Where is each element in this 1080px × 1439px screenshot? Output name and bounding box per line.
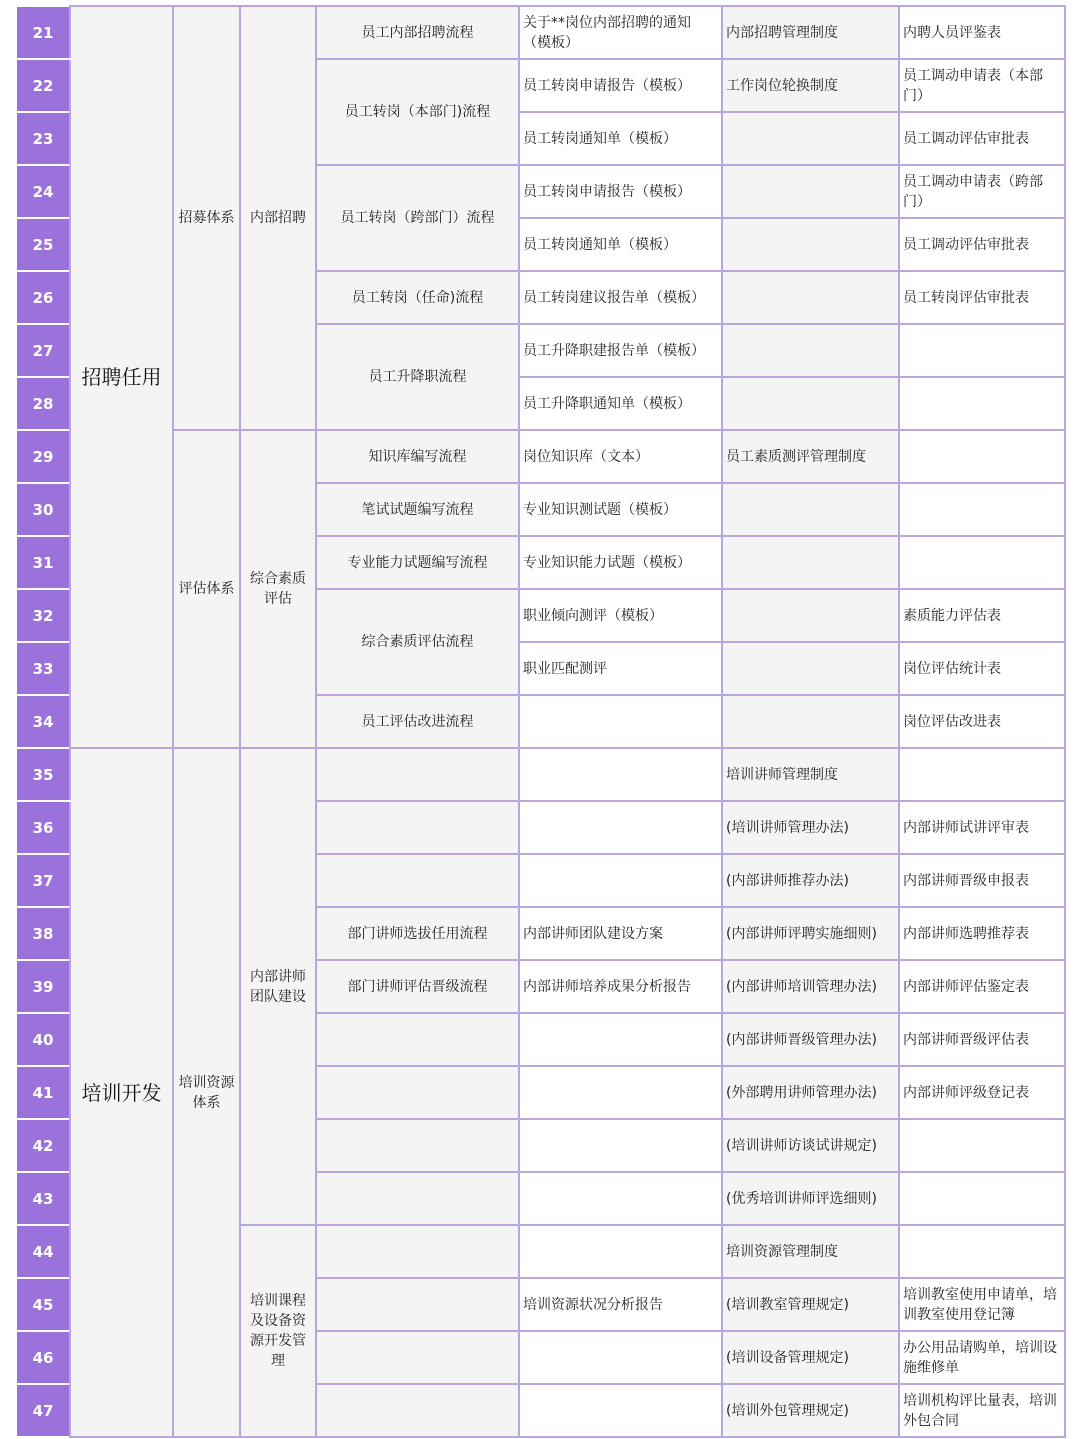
process-cell: [316, 748, 519, 801]
row-number: 38: [16, 907, 70, 960]
table-row: [16, 430, 1065, 483]
process-cell: 员工评估改进流程: [316, 695, 519, 748]
form-cell: [899, 430, 1065, 483]
row-number: 23: [16, 112, 70, 165]
regulation-cell: [722, 589, 899, 642]
regulation-cell: (外部聘用讲师管理办法): [722, 1066, 899, 1119]
row-number: 25: [16, 218, 70, 271]
category-cell: 培训开发: [70, 748, 173, 1437]
document-cell: [519, 1119, 722, 1172]
regulation-cell: 培训资源管理制度: [722, 1225, 899, 1278]
document-cell: [519, 1013, 722, 1066]
row-number: 39: [16, 960, 70, 1013]
module-cell: 综合素质评估: [240, 430, 316, 748]
process-cell: 员工升降职流程: [316, 324, 519, 430]
document-cell: [519, 854, 722, 907]
process-cell: [316, 1013, 519, 1066]
process-cell: 部门讲师评估晋级流程: [316, 960, 519, 1013]
document-cell: 专业知识测试题（模板）: [519, 483, 722, 536]
regulation-cell: (培训外包管理规定): [722, 1384, 899, 1437]
form-cell: 培训教室使用申请单，培训教室使用登记簿: [899, 1278, 1065, 1331]
document-cell: 员工转岗建议报告单（模板）: [519, 271, 722, 324]
row-number: 31: [16, 536, 70, 589]
process-cell: 员工转岗（任命)流程: [316, 271, 519, 324]
row-number: 44: [16, 1225, 70, 1278]
form-cell: 岗位评估改进表: [899, 695, 1065, 748]
row-number: 35: [16, 748, 70, 801]
form-cell: 内部讲师评级登记表: [899, 1066, 1065, 1119]
system-cell: 招募体系: [173, 6, 240, 430]
form-cell: 内部讲师评估鉴定表: [899, 960, 1065, 1013]
row-number: 42: [16, 1119, 70, 1172]
process-cell: 知识库编写流程: [316, 430, 519, 483]
form-cell: 内部讲师晋级申报表: [899, 854, 1065, 907]
regulation-cell: (内部讲师评聘实施细则): [722, 907, 899, 960]
row-number: 40: [16, 1013, 70, 1066]
regulation-cell: [722, 218, 899, 271]
row-number: 30: [16, 483, 70, 536]
document-cell: 员工升降职建报告单（模板）: [519, 324, 722, 377]
document-cell: 员工转岗通知单（模板）: [519, 112, 722, 165]
row-number: 21: [16, 6, 70, 59]
document-cell: [519, 1066, 722, 1119]
table-row: [16, 748, 1065, 801]
row-number: 26: [16, 271, 70, 324]
regulation-cell: [722, 377, 899, 430]
regulation-cell: 员工素质测评管理制度: [722, 430, 899, 483]
form-cell: [899, 324, 1065, 377]
document-cell: [519, 1384, 722, 1437]
row-number: 46: [16, 1331, 70, 1384]
form-cell: 素质能力评估表: [899, 589, 1065, 642]
regulation-cell: [722, 642, 899, 695]
process-cell: [316, 1119, 519, 1172]
process-cell: [316, 1278, 519, 1331]
form-cell: 岗位评估统计表: [899, 642, 1065, 695]
document-cell: 内部讲师培养成果分析报告: [519, 960, 722, 1013]
document-cell: 职业匹配测评: [519, 642, 722, 695]
form-cell: 内部讲师晋级评估表: [899, 1013, 1065, 1066]
document-cell: [519, 1331, 722, 1384]
form-cell: [899, 1119, 1065, 1172]
form-cell: 员工调动申请表（本部门）: [899, 59, 1065, 112]
row-number: 41: [16, 1066, 70, 1119]
module-cell: 培训课程及设备资源开发管理: [240, 1225, 316, 1437]
row-number: 24: [16, 165, 70, 218]
regulation-cell: [722, 483, 899, 536]
module-cell: 内部讲师团队建设: [240, 748, 316, 1225]
regulation-cell: 培训讲师管理制度: [722, 748, 899, 801]
process-cell: 员工内部招聘流程: [316, 6, 519, 59]
process-cell: [316, 1331, 519, 1384]
process-cell: [316, 1172, 519, 1225]
module-cell: 内部招聘: [240, 6, 316, 430]
regulation-cell: (培训讲师访谈试讲规定): [722, 1119, 899, 1172]
form-cell: 内部讲师选聘推荐表: [899, 907, 1065, 960]
row-number: 28: [16, 377, 70, 430]
resource-table: [15, 5, 1066, 1438]
process-cell: 员工转岗（跨部门）流程: [316, 165, 519, 271]
row-number: 45: [16, 1278, 70, 1331]
form-cell: 培训机构评比量表，培训外包合同: [899, 1384, 1065, 1437]
regulation-cell: [722, 536, 899, 589]
regulation-cell: (培训设备管理规定): [722, 1331, 899, 1384]
form-cell: 内部讲师试讲评审表: [899, 801, 1065, 854]
row-number: 27: [16, 324, 70, 377]
document-cell: 职业倾向测评（模板）: [519, 589, 722, 642]
document-cell: 内部讲师团队建设方案: [519, 907, 722, 960]
regulation-cell: [722, 112, 899, 165]
category-cell: 招聘任用: [70, 6, 173, 748]
form-cell: [899, 1172, 1065, 1225]
form-cell: 员工调动评估审批表: [899, 112, 1065, 165]
regulation-cell: [722, 695, 899, 748]
regulation-cell: 工作岗位轮换制度: [722, 59, 899, 112]
form-cell: [899, 748, 1065, 801]
process-cell: [316, 1225, 519, 1278]
regulation-cell: [722, 324, 899, 377]
row-number: 34: [16, 695, 70, 748]
document-cell: 培训资源状况分析报告: [519, 1278, 722, 1331]
document-cell: 员工升降职通知单（模板）: [519, 377, 722, 430]
document-cell: [519, 1225, 722, 1278]
form-cell: 员工调动评估审批表: [899, 218, 1065, 271]
row-number: 47: [16, 1384, 70, 1437]
document-cell: [519, 801, 722, 854]
form-cell: 内聘人员评鉴表: [899, 6, 1065, 59]
regulation-cell: (内部讲师晋级管理办法): [722, 1013, 899, 1066]
process-cell: [316, 801, 519, 854]
document-cell: [519, 748, 722, 801]
document-cell: 员工转岗申请报告（模板）: [519, 59, 722, 112]
row-number: 22: [16, 59, 70, 112]
process-cell: [316, 854, 519, 907]
row-number: 33: [16, 642, 70, 695]
form-cell: 员工转岗评估审批表: [899, 271, 1065, 324]
row-number: 43: [16, 1172, 70, 1225]
process-cell: 综合素质评估流程: [316, 589, 519, 695]
document-cell: [519, 1172, 722, 1225]
form-cell: [899, 377, 1065, 430]
regulation-cell: (培训教室管理规定): [722, 1278, 899, 1331]
form-cell: 员工调动申请表（跨部门）: [899, 165, 1065, 218]
process-cell: 专业能力试题编写流程: [316, 536, 519, 589]
document-cell: 关于**岗位内部招聘的通知（模板）: [519, 6, 722, 59]
process-cell: 员工转岗（本部门)流程: [316, 59, 519, 165]
system-cell: 培训资源体系: [173, 748, 240, 1437]
process-cell: 部门讲师选拔任用流程: [316, 907, 519, 960]
process-cell: [316, 1066, 519, 1119]
system-cell: 评估体系: [173, 430, 240, 748]
form-cell: 办公用品请购单，培训设施维修单: [899, 1331, 1065, 1384]
process-cell: 笔试试题编写流程: [316, 483, 519, 536]
regulation-cell: [722, 165, 899, 218]
form-cell: [899, 483, 1065, 536]
form-cell: [899, 536, 1065, 589]
process-cell: [316, 1384, 519, 1437]
regulation-cell: (优秀培训讲师评选细则): [722, 1172, 899, 1225]
regulation-cell: (培训讲师管理办法): [722, 801, 899, 854]
document-cell: 员工转岗通知单（模板）: [519, 218, 722, 271]
row-number: 29: [16, 430, 70, 483]
document-cell: 员工转岗申请报告（模板）: [519, 165, 722, 218]
regulation-cell: (内部讲师推荐办法): [722, 854, 899, 907]
table-row: [16, 6, 1065, 59]
row-number: 36: [16, 801, 70, 854]
document-cell: [519, 695, 722, 748]
document-cell: 岗位知识库（文本）: [519, 430, 722, 483]
form-cell: [899, 1225, 1065, 1278]
regulation-cell: (内部讲师培训管理办法): [722, 960, 899, 1013]
regulation-cell: [722, 271, 899, 324]
row-number: 37: [16, 854, 70, 907]
regulation-cell: 内部招聘管理制度: [722, 6, 899, 59]
row-number: 32: [16, 589, 70, 642]
document-cell: 专业知识能力试题（模板）: [519, 536, 722, 589]
